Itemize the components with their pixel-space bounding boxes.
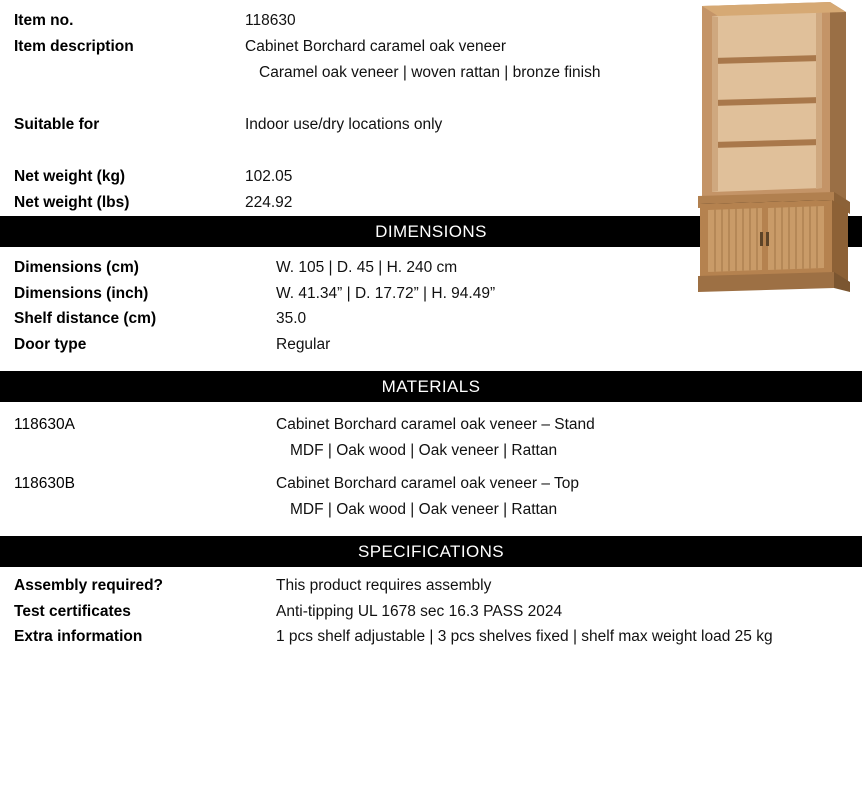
- dimensions-inch-label: Dimensions (inch): [14, 284, 149, 302]
- material-code-b: 118630B: [14, 475, 75, 492]
- dimensions-cm-value: W. 105 | D. 45 | H. 240 cm: [276, 259, 458, 276]
- section-header-specifications: SPECIFICATIONS: [0, 536, 862, 567]
- product-summary-section: [0, 0, 862, 216]
- shelf-distance-label: Shelf distance (cm): [14, 310, 157, 327]
- list-item: [0, 471, 862, 522]
- table-row: [0, 599, 862, 625]
- material-detail-b: MDF | Oak wood | Oak veneer | Rattan: [290, 500, 558, 518]
- item-description-detail: Caramel oak veneer | woven rattan | bronze finish: [259, 64, 601, 81]
- net-weight-kg-label: Net weight (kg): [14, 168, 126, 185]
- dimensions-cm-label: Dimensions (cm): [14, 259, 139, 276]
- dimensions-inch-value: W. 41.34” | D. 17.72” | H. 94.49”: [276, 284, 496, 302]
- table-row: [0, 306, 862, 332]
- cabinet-illustration-svg: [688, 0, 852, 292]
- table-row: [0, 332, 862, 358]
- extra-information-value: 1 pcs shelf adjustable | 3 pcs shelves fixed | shelf max weight load 25 kg: [276, 628, 773, 645]
- door-type-value: Regular: [276, 335, 331, 353]
- item-number-label: Item no.: [14, 12, 74, 29]
- door-type-label: Door type: [14, 335, 87, 353]
- test-certificates-value: Anti-tipping UL 1678 sec 16.3 PASS 2024: [276, 602, 563, 620]
- item-description-label: Item description: [14, 38, 134, 55]
- test-certificates-label: Test certificates: [14, 602, 131, 620]
- list-item: [0, 412, 862, 463]
- item-number-value: 118630: [245, 12, 296, 29]
- material-name-b: Cabinet Borchard caramel oak veneer – Top: [276, 475, 579, 492]
- suitable-for-label: Suitable for: [14, 116, 100, 133]
- item-description-value: Cabinet Borchard caramel oak veneer: [245, 38, 507, 55]
- suitable-for-value: Indoor use/dry locations only: [245, 116, 443, 133]
- material-code-a: 118630A: [14, 416, 75, 433]
- extra-information-label: Extra information: [14, 628, 143, 645]
- net-weight-lbs-value: 224.92: [245, 194, 293, 211]
- cabinet-product-image: [688, 0, 852, 292]
- net-weight-kg-value: 102.05: [245, 168, 293, 185]
- assembly-required-value: This product requires assembly: [276, 577, 492, 594]
- specifications-section: [0, 567, 862, 650]
- material-detail-a: MDF | Oak wood | Oak veneer | Rattan: [290, 441, 558, 459]
- material-name-a: Cabinet Borchard caramel oak veneer – Stand: [276, 416, 595, 433]
- table-row: [0, 624, 862, 650]
- section-header-materials: MATERIALS: [0, 371, 862, 402]
- section-header-dimensions: DIMENSIONS: [0, 216, 862, 247]
- materials-section: [0, 402, 862, 522]
- assembly-required-label: Assembly required?: [14, 577, 164, 594]
- shelf-distance-value: 35.0: [276, 310, 307, 327]
- net-weight-lbs-label: Net weight (lbs): [14, 194, 130, 211]
- table-row: [0, 573, 862, 599]
